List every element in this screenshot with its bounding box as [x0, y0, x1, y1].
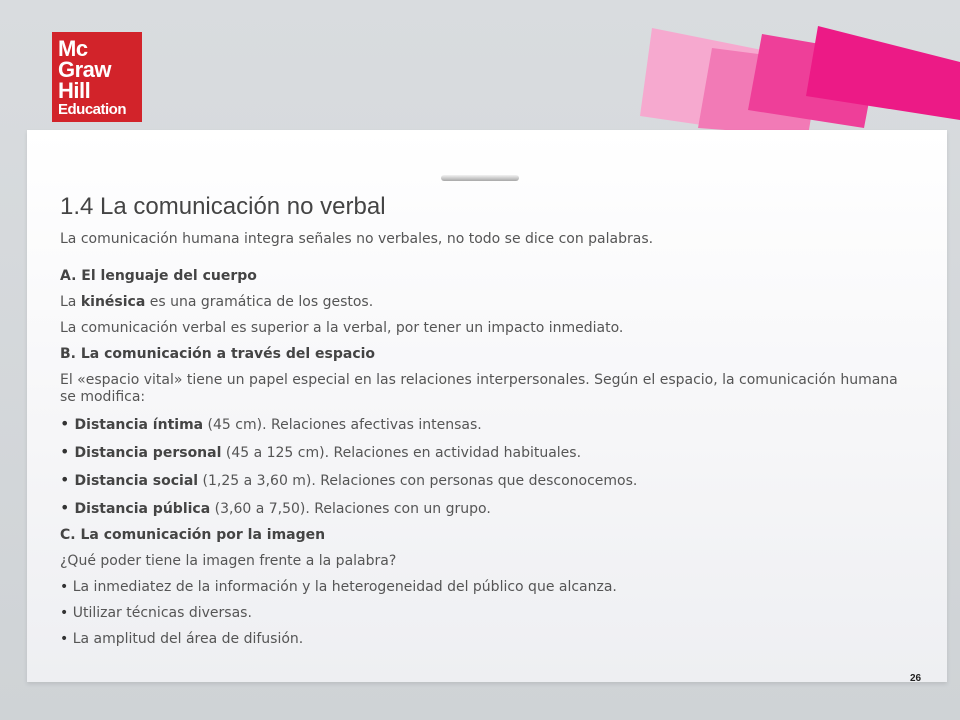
image-item: • Utilizar técnicas diversas. [60, 605, 252, 621]
section-b-heading: B. La comunicación a través del espacio [60, 346, 376, 362]
distance-item: • Distancia social (1,25 a 3,60 m). Relaciones con personas que desconocemos. [60, 470, 638, 489]
intro-text: La comunicación humana integra señales no verbales, no todo se dice con palabras. [60, 231, 654, 247]
image-item: • La amplitud del área de difusión. [60, 631, 304, 647]
distance-item: • Distancia personal (45 a 125 cm). Relaciones en actividad habituales. [60, 442, 582, 461]
section-b-intro: El «espacio vital» tiene un papel especial en las relaciones interpersonales. Según el espacio, la comunicación humana se modifica: [60, 372, 898, 405]
mcgraw-hill-logo: Mc Graw Hill Education [52, 32, 142, 122]
slide-content [60, 231, 900, 648]
section-a-heading: A. El lenguaje del cuerpo [60, 268, 257, 284]
distance-item: • Distancia íntima (45 cm). Relaciones afectivas intensas. [60, 414, 482, 433]
section-c-question: ¿Qué poder tiene la imagen frente a la palabra? [60, 553, 397, 569]
image-item: • La inmediatez de la información y la heterogeneidad del público que alcanza. [60, 579, 617, 595]
decorative-ribbons [0, 0, 960, 140]
kinesica-paragraph: La kinésica es una gramática de los gestos. [60, 294, 374, 310]
verbal-paragraph: La comunicación verbal es superior a la verbal, por tener un impacto inmediato. [60, 320, 624, 336]
slide-title: 1.4 La comunicación no verbal [60, 193, 386, 220]
distance-item: • Distancia pública (3,60 a 7,50). Relaciones con un grupo. [60, 498, 491, 517]
paper-clip [441, 175, 519, 181]
page-number: 26 [910, 673, 922, 684]
section-c-heading: C. La comunicación por la imagen [60, 527, 326, 543]
